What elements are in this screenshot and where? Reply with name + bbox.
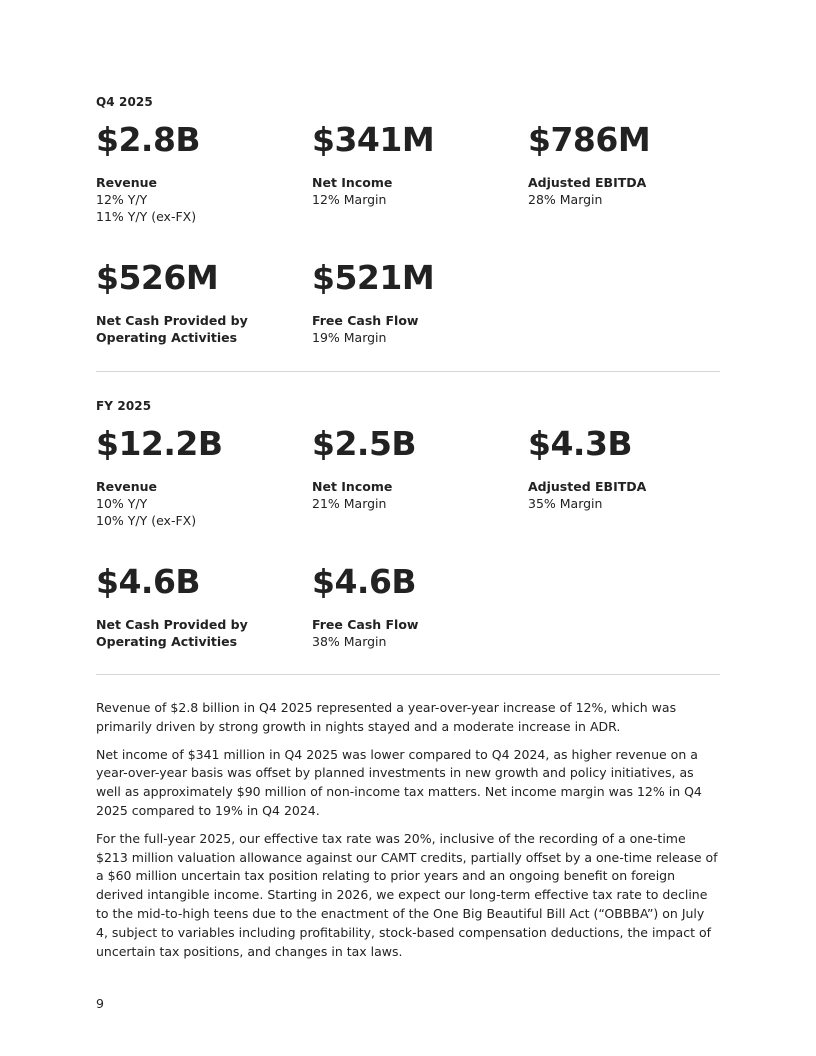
metric-title: Free Cash Flow (312, 617, 419, 632)
fy-section (96, 399, 151, 413)
page-number: 9 (96, 996, 104, 1011)
metric-value: $4.3B (528, 424, 633, 463)
body-text (96, 699, 720, 970)
paragraph: Revenue of $2.8 billion in Q4 2025 represented a year-over-year increase of 12%, which was primarily driven by strong growth in nights stayed and a moderate increase in ADR. (96, 700, 677, 734)
metric-value: $2.8B (96, 120, 201, 159)
metric-title: Net Income (312, 175, 393, 190)
metric-card (312, 258, 528, 346)
fy-metrics-row-2 (96, 562, 720, 650)
metric-title: Operating Activities (96, 330, 238, 345)
metric-sub: 11% Y/Y (ex-FX) (96, 209, 197, 224)
metric-sub: 28% Margin (528, 192, 603, 207)
metric-title: Net Cash Provided by (96, 313, 248, 328)
metric-value: $2.5B (312, 424, 417, 463)
metric-card (312, 562, 528, 650)
metric-card (528, 120, 744, 225)
metric-card (528, 424, 744, 529)
metric-value: $521M (312, 258, 435, 297)
metric-value: $341M (312, 120, 435, 159)
metric-sub: 38% Margin (312, 634, 387, 649)
metric-title: Operating Activities (96, 634, 238, 649)
metric-sub: 10% Y/Y (ex-FX) (96, 513, 197, 528)
metric-card (96, 562, 312, 650)
paragraph: Net income of $341 million in Q4 2025 was lower compared to Q4 2024, as higher revenue on a year-over-year basis was offset by planned investments in new growth and policy initiatives, as well as approximately $90 million of non-income tax matters. Net income margin was 12% in Q4 2025 compared to 19% in Q4 2024. (96, 746, 702, 818)
metric-title: Net Income (312, 479, 393, 494)
metric-card (96, 424, 312, 529)
metric-sub: 35% Margin (528, 496, 603, 511)
metric-card (312, 424, 528, 529)
metric-value: $12.2B (96, 424, 223, 463)
metric-sub: 12% Y/Y (96, 192, 148, 207)
metric-title: Net Cash Provided by (96, 617, 248, 632)
metric-sub: 21% Margin (312, 496, 387, 511)
metric-value: $4.6B (96, 562, 201, 601)
section-label: Q4 2025 (96, 95, 153, 109)
metric-title: Revenue (96, 175, 158, 190)
section-divider (96, 674, 720, 675)
paragraph: For the full-year 2025, our effective tax rate was 20%, inclusive of the recording of a one-time $213 million valuation allowance against our CAMT credits, partially offset by a one-time release of a $60 million uncertain tax position relating to prior years and an ongoing benefit on foreign derived intangible income. Starting in 2026, we expect our long-term effective tax rate to decline to the mid-to-high teens due to the enactment of the One Big Beautiful Bill Act (“OBBBA”) on July 4, subject to variables including profitability, stock-based compensation deductions, the impact of uncertain tax positions, and changes in tax laws. (96, 830, 718, 959)
section-label: FY 2025 (96, 399, 152, 413)
metric-title: Adjusted EBITDA (528, 175, 647, 190)
metric-sub: 19% Margin (312, 330, 387, 345)
metric-title: Adjusted EBITDA (528, 479, 647, 494)
metric-value: $526M (96, 258, 219, 297)
q4-metrics-row-1 (96, 120, 720, 225)
section-divider (96, 371, 720, 372)
metric-value: $786M (528, 120, 651, 159)
metric-card (312, 120, 528, 225)
metric-card (96, 120, 312, 225)
metric-card (96, 258, 312, 346)
metric-sub: 12% Margin (312, 192, 387, 207)
metric-sub: 10% Y/Y (96, 496, 148, 511)
metric-value: $4.6B (312, 562, 417, 601)
q4-metrics-row-2 (96, 258, 720, 346)
fy-metrics-row-1 (96, 424, 720, 529)
metric-title: Free Cash Flow (312, 313, 419, 328)
metric-title: Revenue (96, 479, 158, 494)
q4-section (96, 95, 153, 109)
